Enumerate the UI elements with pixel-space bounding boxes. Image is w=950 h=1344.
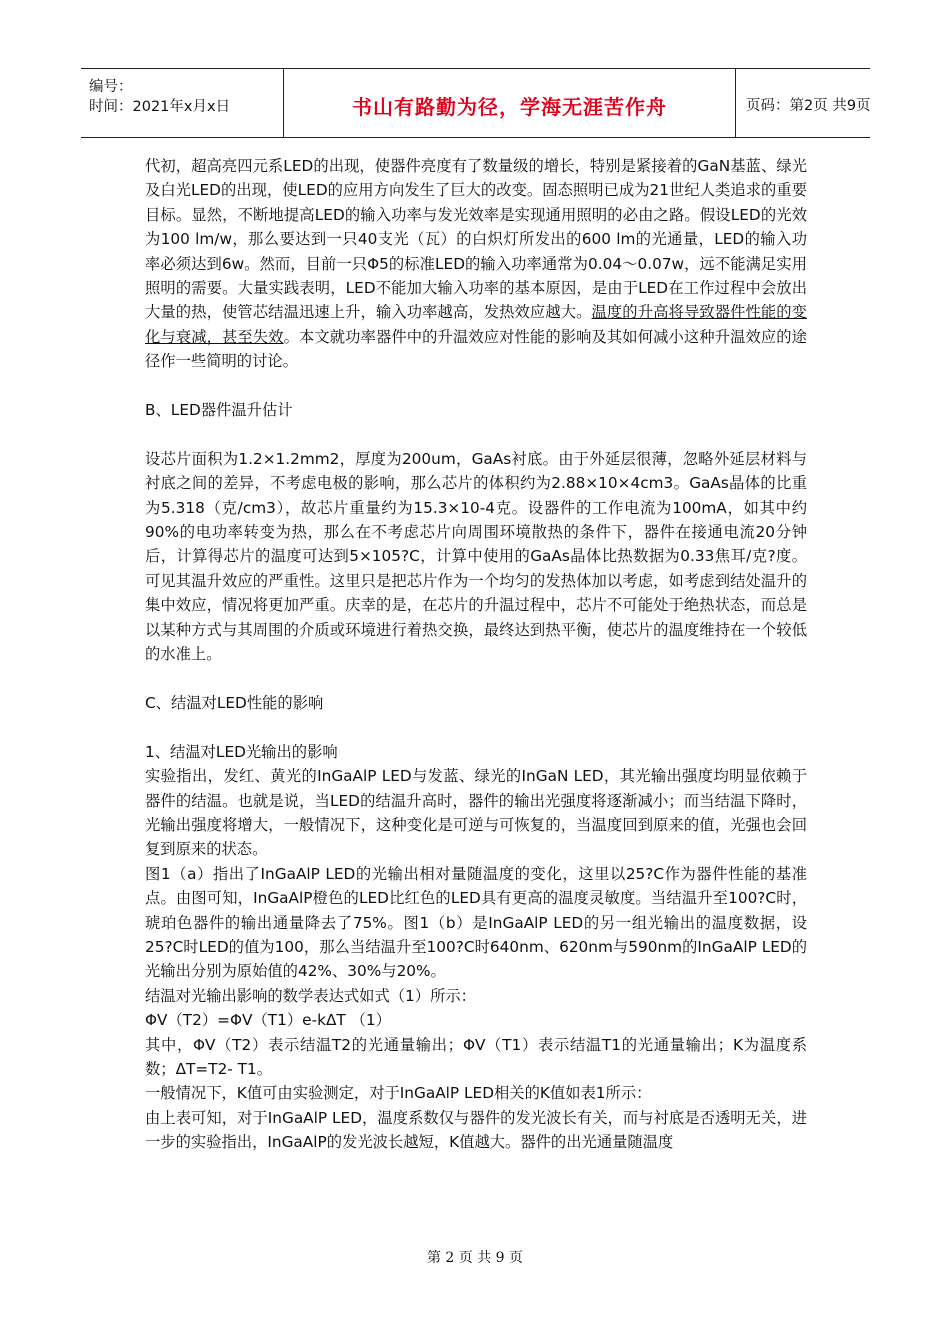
paragraph-junction-temperature: 实验指出，发红、黄光的InGaAlP LED与发蓝、绿光的InGaN LED，其光输出强度均明显依赖于器件的结温。也就是说，当LED的结温升高时，器件的输出光强度将逐渐减小；而当结温下降时，光输出强度将增大，一般情况下，这种变化是可逆与可恢复的，当温度回到原来的值，光强也会回复到原来的状态。 — [145, 767, 807, 859]
intro-paragraph — [145, 154, 807, 374]
header-page-cell — [736, 69, 870, 137]
header-motto: 书山有路勤为径，学海无涯苦作舟 — [352, 95, 667, 119]
subsection-1-heading: 1、结温对LED光输出的影响 — [145, 742, 338, 761]
paragraph-formula-intro: 结温对光输出影响的数学表达式如式（1）所示： — [145, 986, 476, 1005]
paragraph-formula-terms: 其中，ΦV（T2）表示结温T2的光通量输出；ΦV（T1）表示结温T1的光通量输出；K为温度系数；ΔT=T2- T1。 — [145, 1035, 807, 1078]
section-b-paragraph: 设芯片面积为1.2×1.2mm2，厚度为200um，GaAs衬底。由于外延层很薄，忽略外延层材料与衬底之间的差异，不考虑电极的影响，那么芯片的体积约为2.88×10×4cm3。GaAs晶体的比重为5.318（克/cm3），故芯片重量约为15.3×10-4克。设器件的工作电流为100mA，如其中约90%的电功率转变为热，那么在不考虑芯片向周围环境散热的条件下，器件在接通电流20分钟后，计算得芯片的温度可达到5×105?C，计算中使用的GaAs晶体比热数据为0.33焦耳/克?度。可见其温升效应的严重性。这里只是把芯片作为一个均匀的发热体加以考虑，如考虑到结处温升的集中效应，情况将更加严重。庆幸的是，在芯片的升温过程中，芯片不可能处于绝热状态，而总是以某种方式与其周围的介质或环境进行着热交换，最终达到热平衡，使芯片的温度维持在一个较低的水准上。 — [145, 449, 807, 664]
section-b-heading: B、LED器件温升估计 — [145, 401, 293, 420]
paragraph-k-value: 一般情况下，K值可由实验测定，对于InGaAlP LED相关的K值如表1所示： — [145, 1084, 652, 1103]
formula-1: ΦV（T2）=ΦV（T1）e-kΔT （1） — [145, 1011, 391, 1030]
document-number-label: 编号： — [89, 79, 133, 95]
header-meta-cell — [81, 69, 281, 137]
intro-underlined-text: 温度的升高将导致器件性能的变化与衰减，甚至失效 — [145, 303, 807, 346]
intro-text-b: 。本文就功率器件中的升温效应对性能的影响及其如何减小这种升温效应的途径作一些简明的讨论。 — [145, 327, 807, 371]
section-c-heading: C、结温对LED性能的影响 — [145, 693, 324, 712]
page-footer: 第 2 页 共 9 页 — [426, 1250, 524, 1266]
document-date: 时间：2021年x月x日 — [89, 99, 231, 115]
page-header — [81, 68, 870, 138]
document-body — [145, 154, 807, 1155]
paragraph-table-conclusion: 由上表可知，对于InGaAlP LED，温度系数仅与器件的发光波长有关，而与衬底是否透明无关，进一步的实验指出，InGaAlP的发光波长越短，K值越大。器件的出光通量随温度 — [145, 1108, 807, 1152]
header-motto-cell — [283, 69, 736, 137]
paragraph-figure-1: 图1（a）指出了InGaAlP LED的光输出相对量随温度的变化，这里以25?C作为器件性能的基准点。由图可知，InGaAlP橙色的LED比红色的LED具有更高的温度灵敏度。当结温升至100?C时，琥珀色器件的输出通量降去了75%。图1（b）是InGaAlP LED的另一组光输出的温度数据，设25?C时LED的值为100，那么当结温升至100?C时640nm、620nm与590nm的InGaAlP LED的光输出分别为原始值的42%、30%与20%。 — [145, 864, 807, 981]
header-page-code: 页码：第2页 共9页 — [746, 98, 871, 114]
intro-text-a: 代初，超高亮四元系LED的出现，使器件亮度有了数量级的增长，特别是紧接着的GaN基蓝、绿光及白光LED的出现，使LED的应用方向发生了巨大的改变。固态照明已成为21世纪人类追求的重要目标。显然，不断地提高LED的输入功率与发光效率是实现通用照明的必由之路。假设LED的光效为100 lm/w，那么要达到一只40支光（瓦）的白炽灯所发出的600 lm的光通量，LED的输入功率必须达到6w。然而，目前一只Φ5的标准LED的输入功率通常为0.04～0.07w，远不能满足实用照明的需要。大量实践表明，LED不能加大输入功率的基本原因，是由于LED在工作过程中会放出大量的热，使管芯结温迅速上升，输入功率越高，发热效应越大。 — [145, 157, 807, 322]
